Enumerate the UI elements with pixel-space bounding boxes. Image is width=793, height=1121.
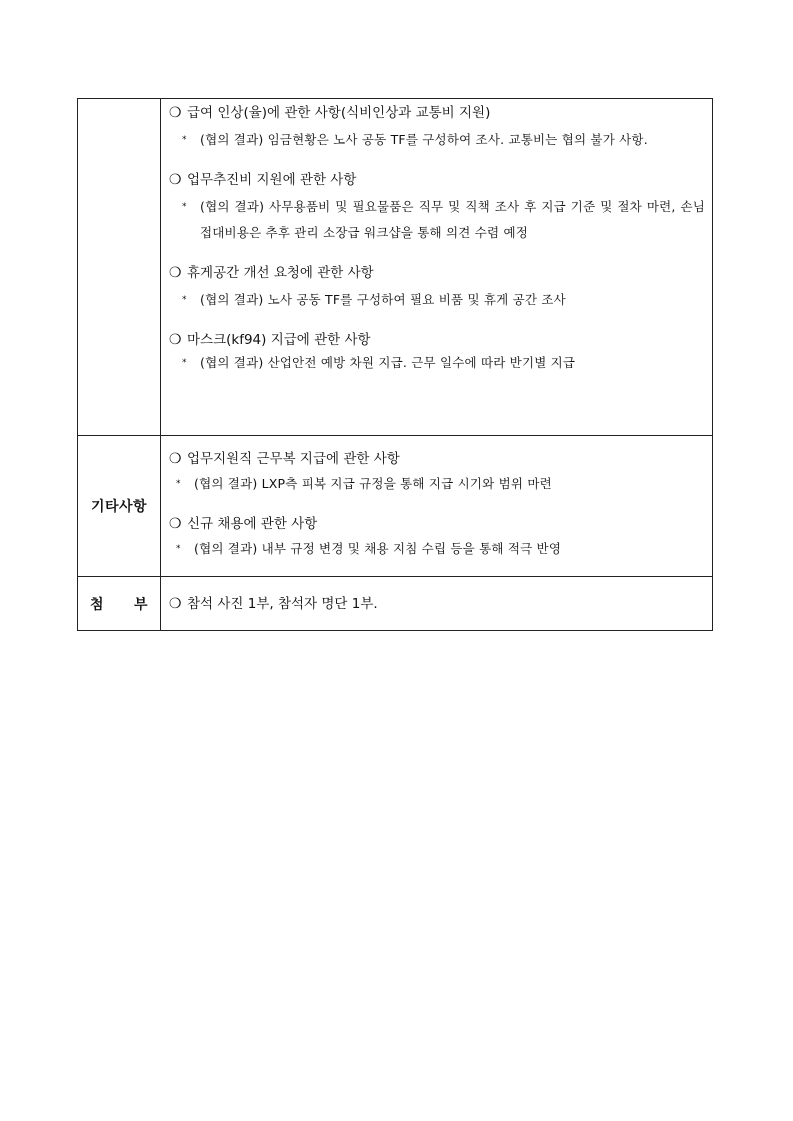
asterisk-marker: *: [182, 202, 187, 212]
minutes-table: [77, 98, 713, 631]
agenda-item-title: ❍ 급여 인상(율)에 관한 사항(식비인상과 교통비 지원): [169, 105, 491, 121]
row-label-attachment: 첨 부: [78, 577, 161, 631]
circle-bullet-icon: ❍: [169, 105, 182, 121]
agenda-item-result: * (협의 결과) 임금현황은 노사 공동 TF를 구성하여 조사. 교통비는 협의 불가 사항.: [169, 127, 705, 153]
table-row: [78, 436, 713, 577]
agenda-item-result: * (협의 결과) 사무용품비 및 필요물품은 직무 및 직책 조사 후 지급 기준 및 절차 마련, 손님 접대비용은 추후 관리 소장급 워크샵을 통해 의견 수렴 예정: [169, 194, 705, 246]
asterisk-marker: *: [182, 135, 187, 145]
circle-bullet-icon: ❍: [169, 595, 182, 612]
asterisk-marker: *: [176, 544, 181, 554]
agenda-item-result: * (협의 결과) 산업안전 예방 차원 지급. 근무 일수에 따라 반기별 지급: [169, 350, 705, 376]
agenda-item-result: * (협의 결과) LXP측 피복 지급 규정을 통해 지급 시기와 범위 마련: [169, 471, 705, 497]
row-content: [161, 436, 713, 577]
row-content: [161, 99, 713, 436]
agenda-item-result: * (협의 결과) 내부 규정 변경 및 채용 지침 수립 등을 통해 적극 반영: [169, 536, 705, 562]
row-label-empty: [78, 99, 161, 436]
agenda-item-title: ❍ 신규 채용에 관한 사항: [169, 516, 318, 532]
circle-bullet-icon: ❍: [169, 451, 182, 467]
asterisk-marker: *: [176, 479, 181, 489]
agenda-item-title: ❍ 휴게공간 개선 요청에 관한 사항: [169, 265, 374, 281]
agenda-item-title: ❍ 업무지원직 근무복 지급에 관한 사항: [169, 451, 400, 467]
table-row: [78, 99, 713, 436]
circle-bullet-icon: ❍: [169, 332, 182, 348]
circle-bullet-icon: ❍: [169, 516, 182, 532]
circle-bullet-icon: ❍: [169, 265, 182, 281]
table-row: [78, 577, 713, 631]
asterisk-marker: *: [182, 358, 187, 368]
circle-bullet-icon: ❍: [169, 172, 182, 188]
row-content: [161, 577, 713, 631]
agenda-item-title: ❍ 마스크(kf94) 지급에 관한 사항: [169, 332, 371, 348]
row-label-other-matters: 기타사항: [78, 436, 161, 577]
asterisk-marker: *: [182, 295, 187, 305]
agenda-item-result: * (협의 결과) 노사 공동 TF를 구성하여 필요 비품 및 휴게 공간 조사: [169, 287, 705, 313]
agenda-item-title: ❍ 업무추진비 지원에 관한 사항: [169, 172, 357, 188]
attachment-text: ❍ 참석 사진 1부, 참석자 명단 1부.: [169, 595, 378, 612]
